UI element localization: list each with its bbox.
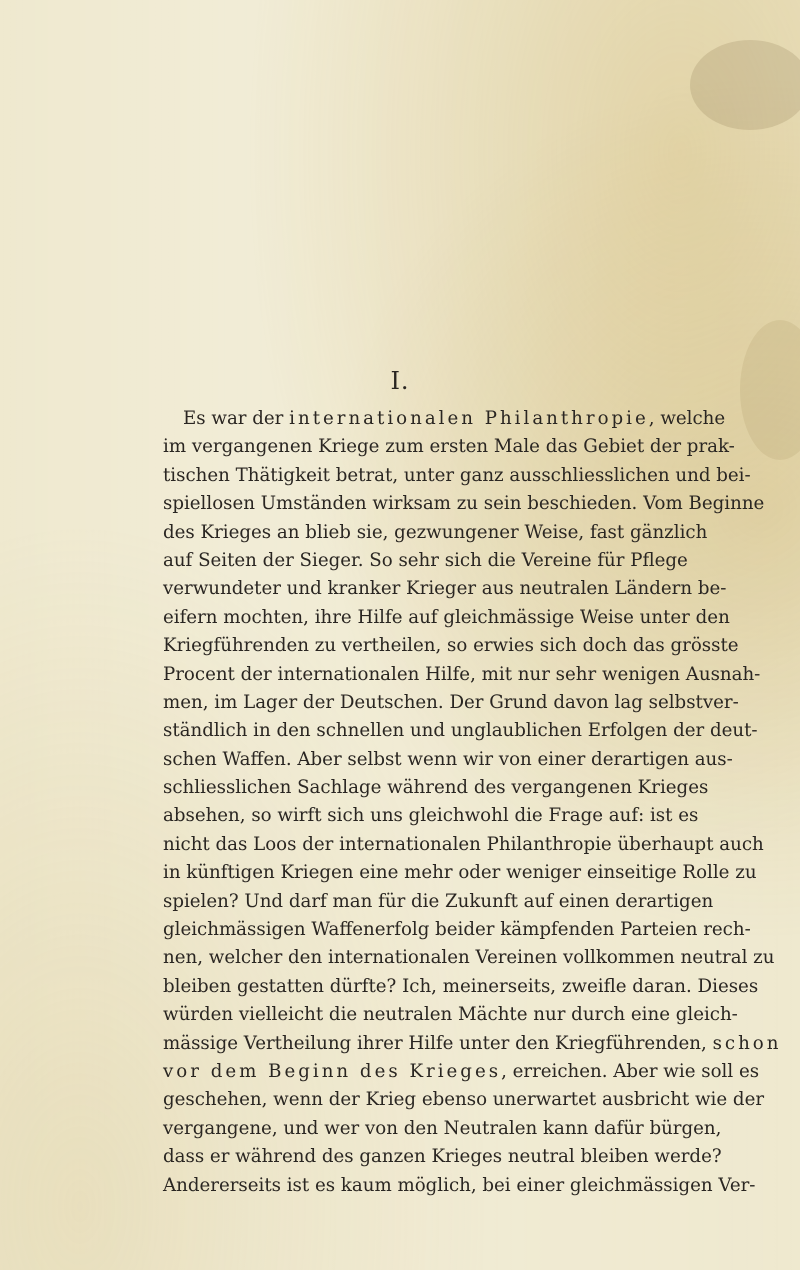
text-line: in künftigen Kriegen eine mehr oder weniger einseitige Rolle zu — [163, 862, 757, 884]
text-line: geschehen, wenn der Krieg ebenso unerwartet ausbricht wie der — [163, 1089, 765, 1111]
text-line: auf Seiten der Sieger. So sehr sich die Vereine für Pflege — [163, 549, 688, 571]
text-line: würden vielleicht die neutralen Mächte nur durch eine gleich- — [163, 1004, 738, 1026]
paper-stain — [690, 40, 800, 130]
text-line: spiellosen Umständen wirksam zu sein beschieden. Vom Beginne — [163, 493, 765, 515]
text-line: vor dem Beginn des Krieges, erreichen. Aber wie soll es — [163, 1060, 760, 1082]
text-line: mässige Vertheilung ihrer Hilfe unter den Kriegführenden, schon — [163, 1032, 782, 1054]
text-line: bleiben gestatten dürfte? Ich, meinerseits, zweifle daran. Dieses — [163, 975, 759, 997]
text-line: verwundeter und kranker Krieger aus neutralen Ländern be- — [163, 578, 727, 600]
text-line: ständlich in den schnellen und unglaublichen Erfolgen der deut- — [163, 720, 758, 742]
text-line: schliesslichen Sachlage während des vergangenen Krieges — [163, 777, 709, 799]
text-line: nen, welcher den internationalen Vereinen vollkommen neutral zu — [163, 947, 775, 969]
text-line: absehen, so wirft sich uns gleichwohl die Frage auf: ist es — [163, 805, 699, 827]
text-line: gleichmässigen Waffenerfolg beider kämpfenden Parteien rech- — [163, 919, 751, 941]
text-line: des Krieges an blieb sie, gezwungener Weise, fast gänzlich — [163, 521, 708, 543]
text-line: vergangene, und wer von den Neutralen kann dafür bürgen, — [163, 1117, 722, 1139]
text-line: schen Waffen. Aber selbst wenn wir von einer derartigen aus- — [163, 748, 733, 770]
text-line: im vergangenen Kriege zum ersten Male das Gebiet der prak- — [163, 436, 735, 458]
text-line: spielen? Und darf man für die Zukunft auf einen derartigen — [163, 890, 714, 912]
text-line: men, im Lager der Deutschen. Der Grund davon lag selbstver- — [163, 691, 739, 713]
text-line: Kriegführenden zu vertheilen, so erwies sich doch das grösste — [163, 635, 739, 657]
text-line: Es war der internationalen Philanthropie, welche — [183, 408, 726, 429]
text-line: tischen Thätigkeit betrat, unter ganz ausschliesslichen und bei- — [163, 464, 751, 486]
text-line: Andererseits ist es kaum möglich, bei einer gleichmässigen Ver- — [163, 1174, 756, 1196]
text-line: nicht das Loos der internationalen Philanthropie überhaupt auch — [163, 833, 764, 855]
chapter-heading: I. — [390, 367, 410, 395]
text-line: dass er während des ganzen Krieges neutral bleiben werde? — [163, 1146, 722, 1168]
text-line: eifern mochten, ihre Hilfe auf gleichmässige Weise unter den — [163, 606, 730, 628]
body-paragraph — [163, 405, 782, 1200]
text-line: Procent der internationalen Hilfe, mit nur sehr wenigen Ausnah- — [163, 663, 761, 685]
